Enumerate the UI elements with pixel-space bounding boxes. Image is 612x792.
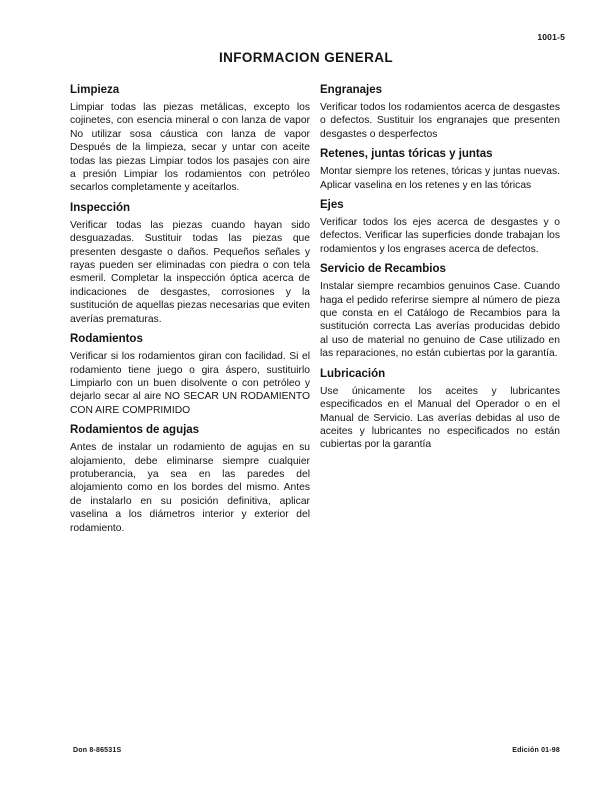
section-body-inspeccion: Verificar todas las piezas cuando hayan sido desguazadas. Sustituir todas las piezas que presenten desgaste o daños. Pequeños señales y rayas pueden ser eliminadas con piedra o con tela esmeril. Completar la inspección óptica acerca de indicaciones de desgastes, corrosiones y la sustitución de aquellas piezas necesarias que eviten averías prematuras. bbox=[70, 219, 310, 325]
section-body-lubricacion: Use únicamente los aceites y lubricantes especificados en el Manual del Operador o en el Manual de Servicio. Las averías debidas al uso de aceites y lubricantes no especificados no están cubiertas por la garantía bbox=[320, 385, 560, 451]
page-number: 1001-5 bbox=[537, 32, 565, 42]
section-heading-ejes: Ejes bbox=[320, 199, 344, 212]
right-column bbox=[320, 77, 560, 535]
section-body-limpieza: Limpiar todas las piezas metálicas, excepto los cojinetes, con esencia mineral o con lanza de vapor No utilizar sosa cáustica con lanza de vapor Después de la limpieza, secar y untar con aceite todas las piezas Limpiar todos los pasajes con aire a presión Limpiar los rodamientos con petróleo secarlos completamente y aceitarlos. bbox=[70, 102, 310, 194]
footer-doc-number: Don 8-86531S bbox=[73, 747, 122, 754]
section-ejes bbox=[320, 198, 560, 256]
section-heading-inspeccion: Inspección bbox=[70, 201, 131, 214]
section-body-servicio-de-recambios: Instalar siempre recambios genuinos Case. Cuando haga el pedido referirse siempre al número de pieza que consta en el Catálogo de Recambios para la sustitución correcta Las averías producidas debido al uso de material no genuino de Case utilizado en las reparaciones, no están cubiertas por la garantía. bbox=[320, 281, 560, 360]
left-column bbox=[70, 77, 310, 535]
page-title: INFORMACION GENERAL bbox=[218, 50, 394, 65]
page-footer bbox=[73, 747, 560, 754]
section-heading-limpieza: Limpieza bbox=[70, 84, 120, 96]
section-heading-rodamientos-de-agujas: Rodamientos de agujas bbox=[70, 424, 200, 437]
section-body-ejes: Verificar todos los ejes acerca de desgastes y o defectos. Verificar las superficies donde trabajan los rodamientos y los engrases acerca de defectos. bbox=[320, 217, 560, 255]
section-heading-lubricacion: Lubricación bbox=[320, 367, 386, 380]
section-body-retenes-juntas: Montar siempre los retenes, tóricas y juntas nuevas. Aplicar vaselina en los retenes y en las tóricas bbox=[320, 166, 560, 191]
section-rodamientos-de-agujas bbox=[70, 423, 310, 535]
section-heading-rodamientos: Rodamientos bbox=[70, 333, 143, 346]
section-servicio-de-recambios bbox=[320, 262, 560, 360]
section-retenes-juntas bbox=[320, 147, 560, 192]
section-rodamientos bbox=[70, 332, 310, 417]
section-limpieza bbox=[70, 83, 310, 195]
section-heading-servicio-de-recambios: Servicio de Recambios bbox=[320, 263, 446, 276]
section-body-engranajes: Verificar todos los rodamientos acerca de desgastes o defectos. Sustituir los engranajes que presenten desgastes o desperfectos bbox=[320, 102, 560, 140]
section-body-rodamientos: Verificar si los rodamientos giran con facilidad. Si el rodamiento tiene juego o gira áspero, sustituirlo Limpiarlo con un buen disolvente o con petróleo y dejarlo secar al aire NO SECAR UN RODAMIENTO CON AIRE COMPRIMIDO bbox=[70, 351, 310, 416]
section-body-rodamientos-de-agujas: Antes de instalar un rodamiento de agujas en su alojamiento, debe eliminarse siempre cualquier protuberancia, ya sea en las paredes del alojamiento como en los bordes del mismo. Antes de instalarlo en su posición definitiva, aplicar vaselina a los diámetros interior y exterior del rodamiento. bbox=[70, 442, 310, 534]
section-lubricacion bbox=[320, 367, 560, 452]
section-engranajes bbox=[320, 83, 560, 141]
two-column-layout bbox=[70, 77, 560, 535]
footer-edition: Edición 01-98 bbox=[512, 747, 560, 754]
section-inspeccion bbox=[70, 201, 310, 326]
section-heading-retenes-juntas: Retenes, juntas tóricas y juntas bbox=[320, 148, 493, 161]
section-heading-engranajes: Engranajes bbox=[320, 84, 382, 96]
